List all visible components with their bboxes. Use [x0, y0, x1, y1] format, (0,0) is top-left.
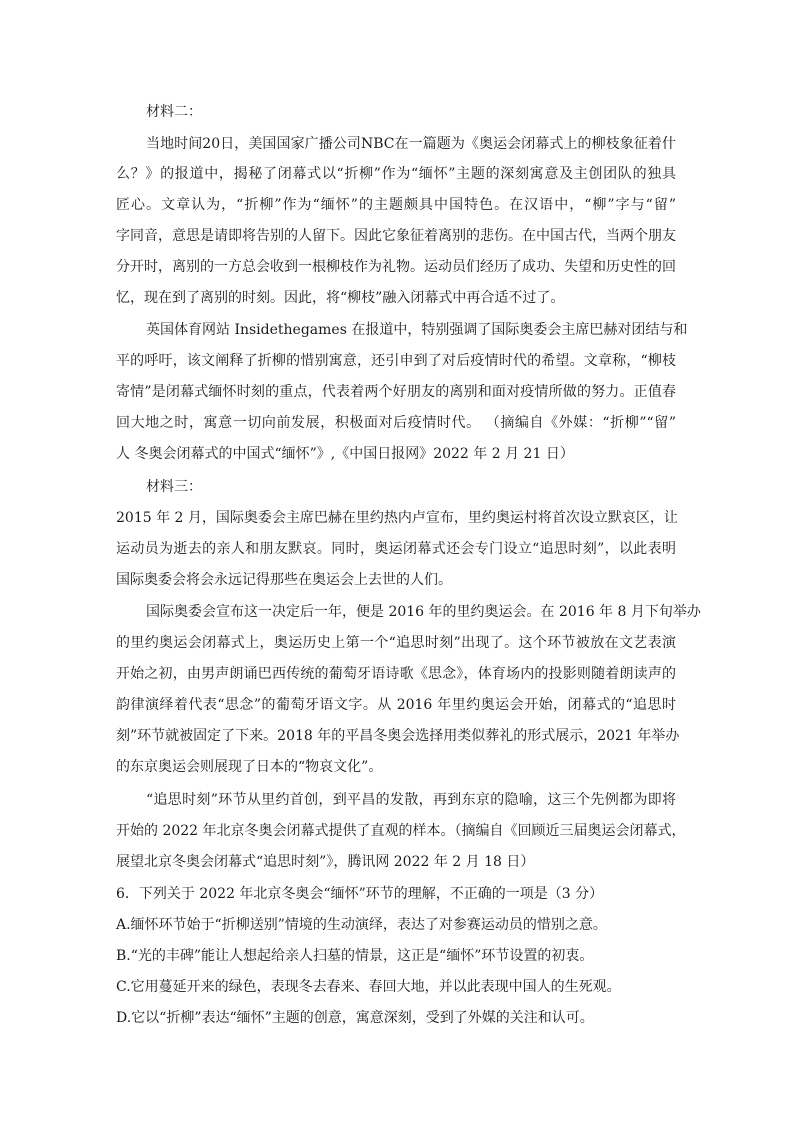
material2-p2-line3: 寄情”是闭幕式缅怀时刻的重点，代表着两个好朋友的离别和面对疫情所做的努力。正值春 [116, 384, 676, 400]
material2-heading: 材料二： [146, 104, 202, 120]
material2-p1-line5: 分开时，离别的一方总会收到一根柳枝作为礼物。运动员们经历了成功、失望和历史性的回 [116, 259, 676, 275]
material3-heading: 材料三： [146, 479, 202, 495]
material2-p2-line4: 回大地之时，寓意一切向前发展，积极面对后疫情时代。 （摘编自《外媒：“折柳”“留” [116, 415, 676, 431]
option-c: C.它用蔓延开来的绿色，表现冬去春来、春回大地，并以此表现中国人的生死观。 [116, 979, 621, 995]
material3-p1-line2: 运动员为逝去的亲人和朋友默哀。同时，奥运闭幕式还会专门设立“追思时刻”，以此表明 [116, 541, 676, 557]
material3-p3-line3: 展望北京冬奥会闭幕式“追思时刻”》，腾讯网 2022 年 2 月 18 日） [116, 854, 535, 870]
material3-p1-line1: 2015 年 2 月，国际奥委会主席巴赫在里约热内卢宣布，里约奥运村将首次设立默哀区，让 [116, 510, 678, 526]
material3-p2-line4: 韵律演绎着代表“思念”的葡萄牙语文字。从 2016 年里约奥运会开始，闭幕式的“追思时 [116, 697, 676, 713]
material2-p1-line6: 忆，现在到了离别的时刻。因此，将“柳枝”融入闭幕式中再合适不过了。 [116, 290, 565, 306]
material2-p1-line1: 当地时间20日，美国国家广播公司NBC在一篇题为《奥运会闭幕式上的柳枝象征着什 [146, 136, 676, 152]
material3-p2-line3: 开始之初，由男声朗诵巴西传统的葡萄牙语诗歌《思念》，体育场内的投影则随着朗读声的 [116, 666, 676, 682]
material3-p3-line2: 开始的 2022 年北京冬奥会闭幕式提供了直观的样本。（摘编自《回顾近三届奥运会闭幕式， [116, 823, 686, 839]
material2-p2-line2: 平的呼吁，该文阐释了折柳的惜别寓意，还引申到了对后疫情时代的希望。文章称，“柳枝 [116, 353, 676, 369]
material2-p2-line5: 人 冬奥会闭幕式的中国式“缅怀”》,《中国日报网》2022 年 2 月 21 日） [116, 446, 574, 462]
material3-p3-line1: “追思时刻”环节从里约首创，到平昌的发散，再到东京的隐喻，这三个先例都为即将 [146, 792, 676, 808]
material2-p2-line1: 英国体育网站 Insidethegames 在报道中，特别强调了国际奥委会主席巴赫对团结与和 [146, 322, 688, 338]
option-a: A.缅怀环节始于“折柳送别”情境的生动演绎，表达了对参赛运动员的惜别之意。 [116, 917, 607, 933]
material3-p2-line1: 国际奥委会宣布这一决定后一年，便是 2016 年的里约奥运会。在 2016 年 8 月下旬举办 [146, 604, 701, 620]
material3-p2-line5: 刻”环节就被固定了下来。2018 年的平昌冬奥会选择用类似葬礼的形式展示，2021 年举办 [116, 728, 680, 744]
material3-p1-line3: 国际奥委会将会永远记得那些在奥运会上去世的人们。 [116, 572, 452, 588]
material3-p2-line6: 的东京奥运会则展现了日本的“物哀文化”。 [116, 759, 383, 775]
option-d: D.它以“折柳”表达“缅怀”主题的创意，寓意深刻，受到了外媒的关注和认可。 [116, 1010, 594, 1026]
question-stem: 6．下列关于 2022 年北京冬奥会“缅怀”环节的理解，不正确的一项是（3 分） [116, 886, 604, 902]
material2-p1-line3: 匠心。文章认为，“折柳”作为“缅怀”的主题颇具中国特色。在汉语中，“柳”字与“留” [116, 197, 676, 213]
material3-p2-line2: 的里约奥运会闭幕式上，奥运历史上第一个“追思时刻”出现了。这个环节被放在文艺表演 [116, 635, 676, 651]
material2-p1-line4: 字同音，意思是请即将告别的人留下。因此它象征着离别的悲伤。在中国古代，当两个朋友 [116, 228, 676, 244]
material2-p1-line2: 么？》的报道中，揭秘了闭幕式以“折柳”作为“缅怀”主题的深刻寓意及主创团队的独具 [116, 166, 676, 182]
option-b: B.“光的丰碑”能让人想起给亲人扫墓的情景，这正是“缅怀”环节设置的初衷。 [116, 948, 594, 964]
